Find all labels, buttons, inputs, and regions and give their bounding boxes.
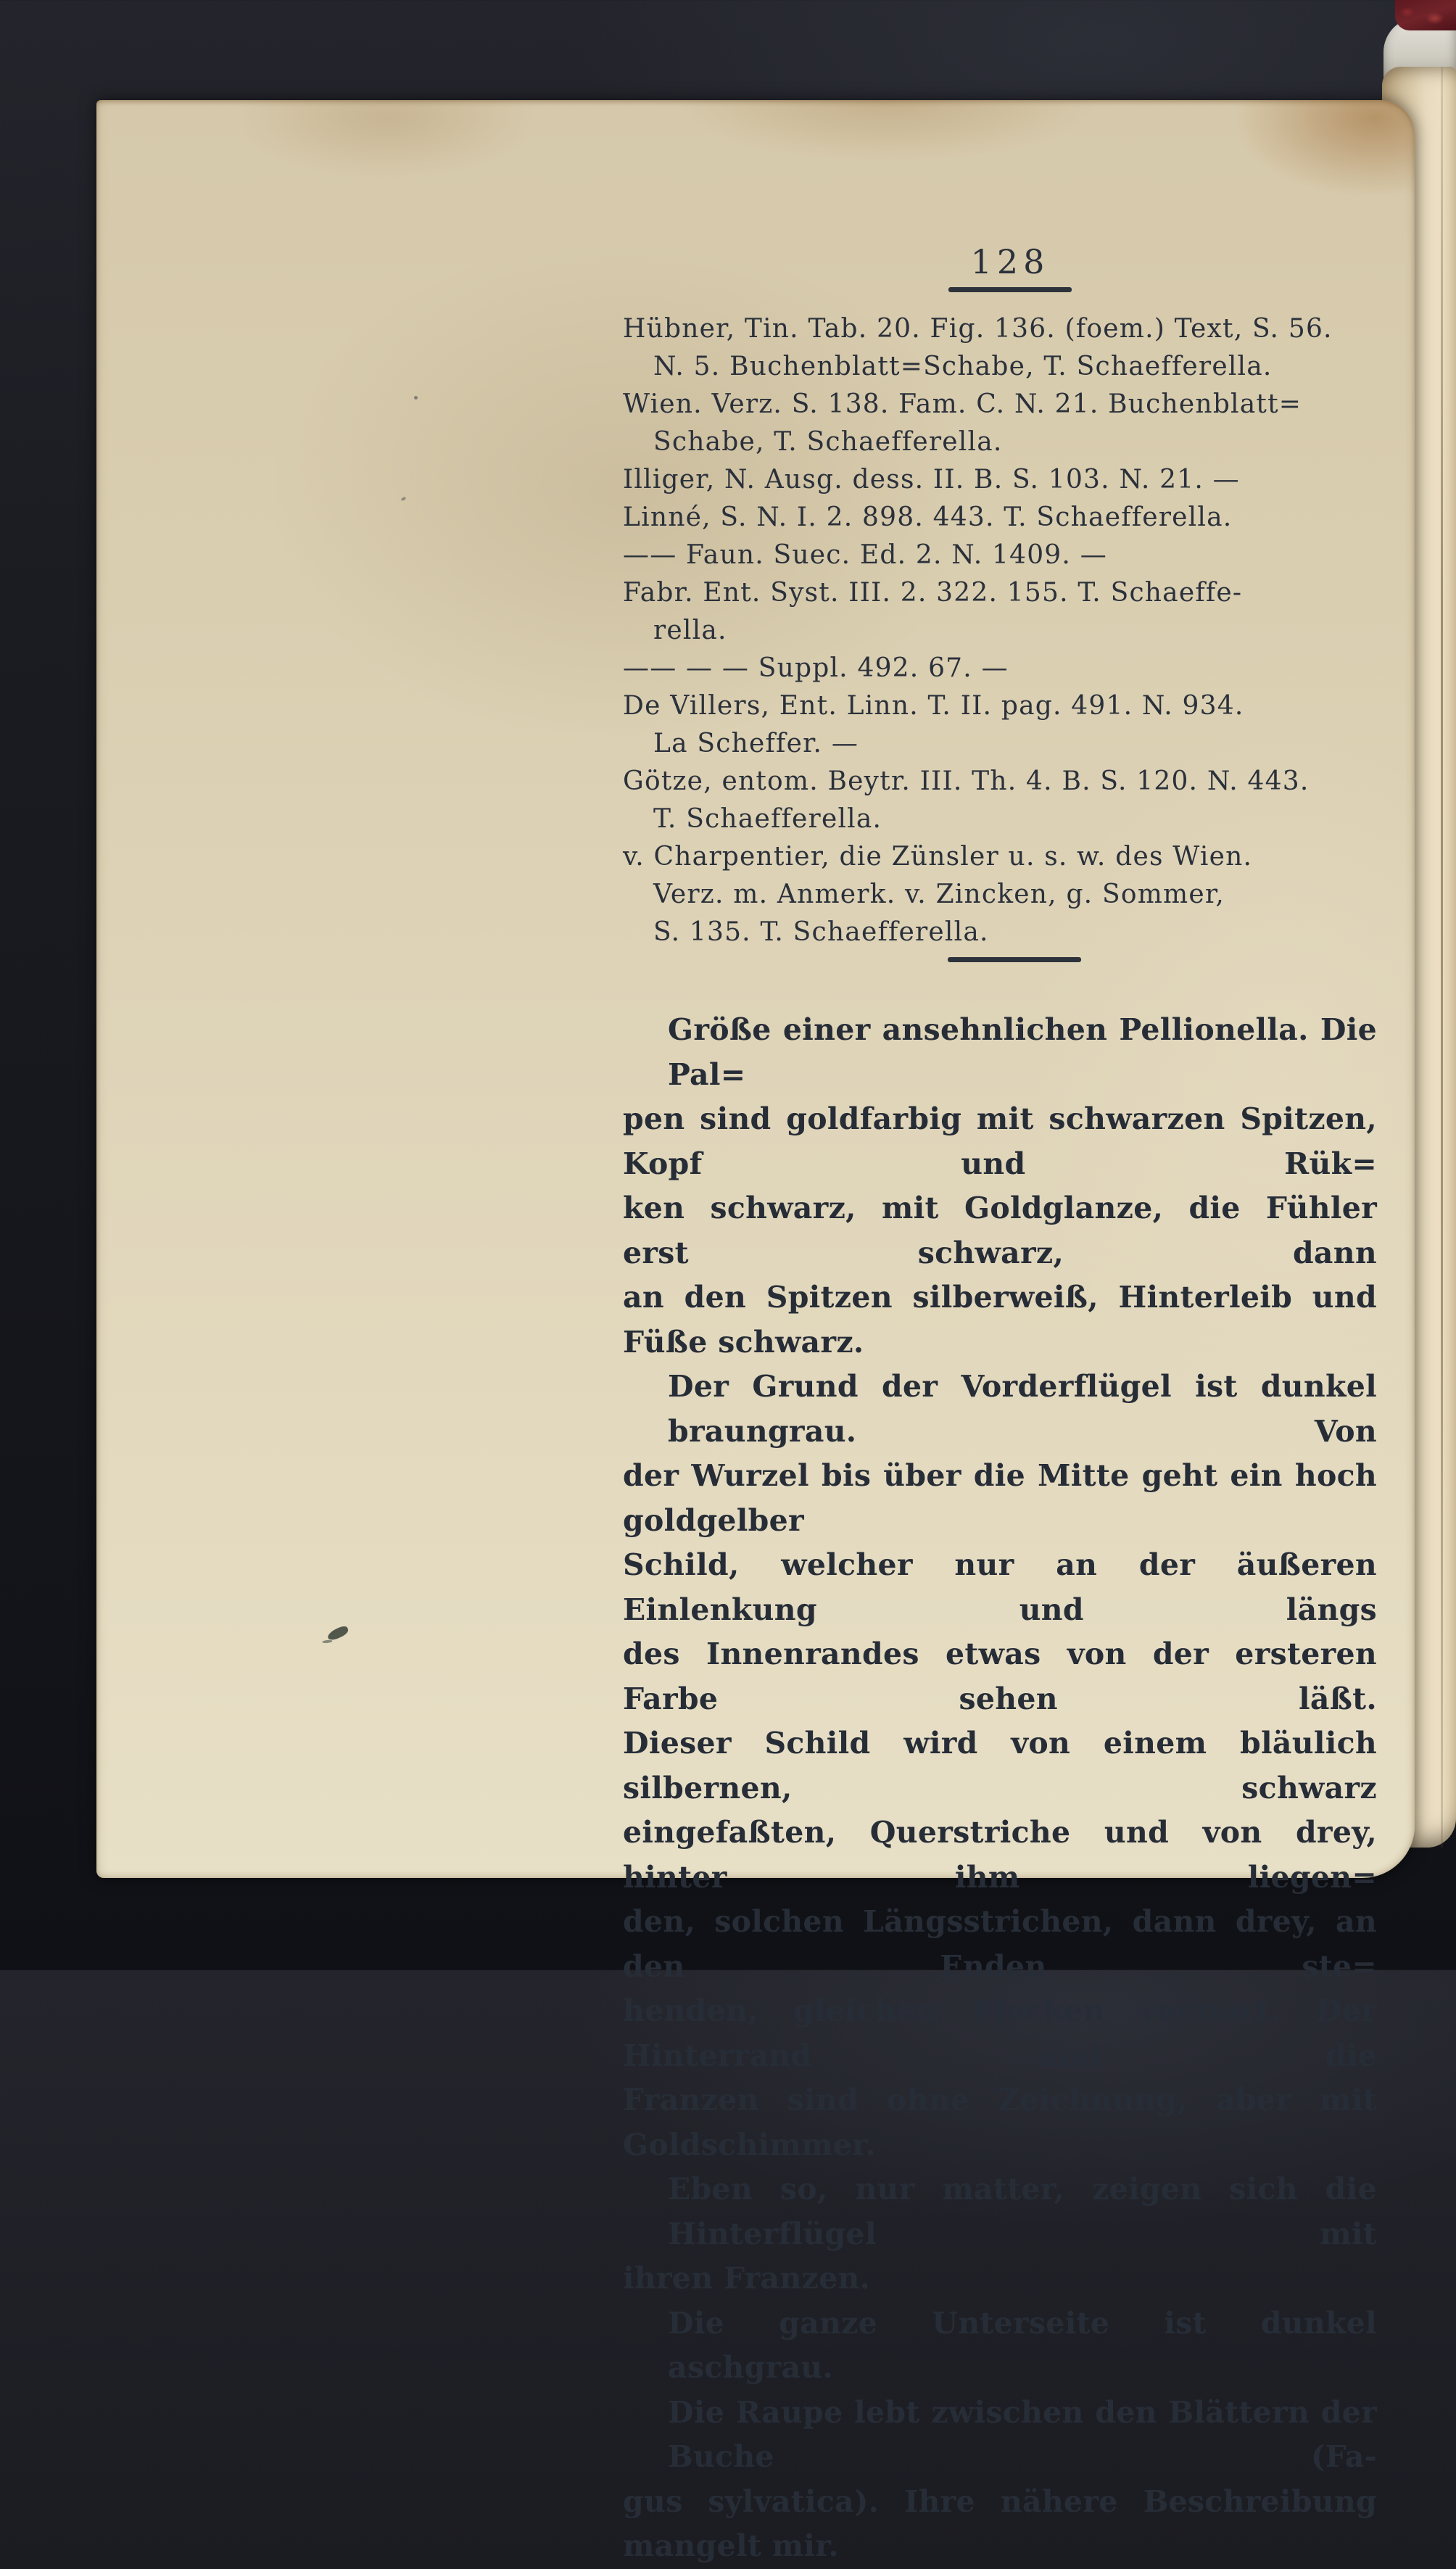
page-number: 128 <box>970 242 1050 281</box>
paragraph <box>623 2391 1377 2569</box>
text-line: pen sind goldfarbig mit schwarzen Spitzen, Kopf und Rük= <box>623 1101 1377 1181</box>
reference-line: —— Faun. Suec. Ed. 2. N. 1409. — <box>623 540 1107 570</box>
paper-page <box>96 100 1415 2563</box>
reference-line: Verz. m. Anmerk. v. Zincken, g. Sommer, <box>653 880 1225 909</box>
text-line: Die ganze Unterseite ist dunkel aschgrau. <box>668 2305 1377 2385</box>
ink-smudge <box>326 1624 350 1642</box>
book-cover-corner <box>1395 0 1456 30</box>
reference-line: Schabe, T. Schaefferella. <box>653 427 1003 457</box>
paragraph <box>623 2301 1377 2391</box>
text-line: den, solchen Längsstrichen, dann drey, an den Enden ste= <box>623 1904 1377 1984</box>
reference-line: Hübner, Tin. Tab. 20. Fig. 136. (foem.) Text, S. 56. <box>623 314 1333 344</box>
text-line: Die Raupe lebt zwischen den Blättern der Buche (Fa- <box>668 2394 1377 2474</box>
reference-line: Illiger, N. Ausg. dess. II. B. S. 103. N. 21. — <box>623 465 1240 495</box>
text-line: Eben so, nur matter, zeigen sich die Hinterflügel mit <box>668 2172 1377 2251</box>
reference-line: N. 5. Buchenblatt=Schabe, T. Schaefferella. <box>653 352 1273 381</box>
text-line: der Wurzel bis über die Mitte geht ein hoch goldgelber <box>623 1458 1377 1538</box>
section-divider <box>948 957 1081 962</box>
reference-line: S. 135. T. Schaefferella. <box>653 917 989 947</box>
text-line: gus sylvatica). Ihre nähere Beschreibung mangelt mir. <box>623 2483 1377 2563</box>
text-line: Franzen sind ohne Zeichnung, aber mit Goldschimmer. <box>623 2082 1377 2162</box>
reference-line: Fabr. Ent. Syst. III. 2. 322. 155. T. Schaeffe- <box>623 578 1243 608</box>
paper-speck <box>414 396 418 400</box>
text-line: Dieser Schild wird von einem bläulich silbernen, schwarz <box>623 1726 1377 1805</box>
reference-line: —— — — Suppl. 492. 67. — <box>623 653 1009 683</box>
page-number-underline <box>948 287 1072 292</box>
paragraph <box>623 2167 1377 2301</box>
reference-line: De Villers, Ent. Linn. T. II. pag. 491. N. 934. <box>623 691 1244 721</box>
text-line: an den Spitzen silberweiß, Hinterleib und Füße schwarz. <box>623 1280 1377 1360</box>
text-line: ken schwarz, mit Goldglanze, die Fühler erst schwarz, dann <box>623 1191 1377 1270</box>
reference-line: v. Charpentier, die Zünsler u. s. w. des Wien. <box>623 842 1253 872</box>
paper-speck <box>400 497 406 502</box>
reference-line: rella. <box>653 616 727 645</box>
text-line: Größe einer ansehnlichen Pellionella. Die Pal= <box>668 1012 1377 1092</box>
reference-line: Linné, S. N. I. 2. 898. 443. T. Schaefferella. <box>623 502 1233 532</box>
body-paragraphs <box>623 1008 1377 2569</box>
page-header <box>887 242 1133 292</box>
reference-line: T. Schaefferella. <box>653 804 882 834</box>
text-line: des Innenrandes etwas von der ersteren Farbe sehen läßt. <box>623 1637 1377 1716</box>
text-line: eingefaßten, Querstriche und von drey, hinter ihm liegen= <box>623 1815 1377 1895</box>
reference-line: Götze, entom. Beytr. III. Th. 4. B. S. 120. N. 443. <box>623 766 1310 796</box>
fore-edge-crack <box>1441 67 1443 1848</box>
paragraph <box>623 1365 1377 2167</box>
text-line: henden, gleichen Flecken verziert. Der Hinterrand und die <box>623 1993 1377 2073</box>
reference-list <box>623 310 1383 951</box>
text-line: ihren Franzen. <box>623 2261 871 2296</box>
text-line: Der Grund der Vorderflügel ist dunkel braungrau. Von <box>668 1369 1377 1449</box>
reference-line: Wien. Verz. S. 138. Fam. C. N. 21. Buchenblatt= <box>623 389 1302 419</box>
text-line: Schild, welcher nur an der äußeren Einlenkung und längs <box>623 1547 1377 1627</box>
paragraph <box>623 1008 1377 1365</box>
reference-line: La Scheffer. — <box>653 729 859 758</box>
